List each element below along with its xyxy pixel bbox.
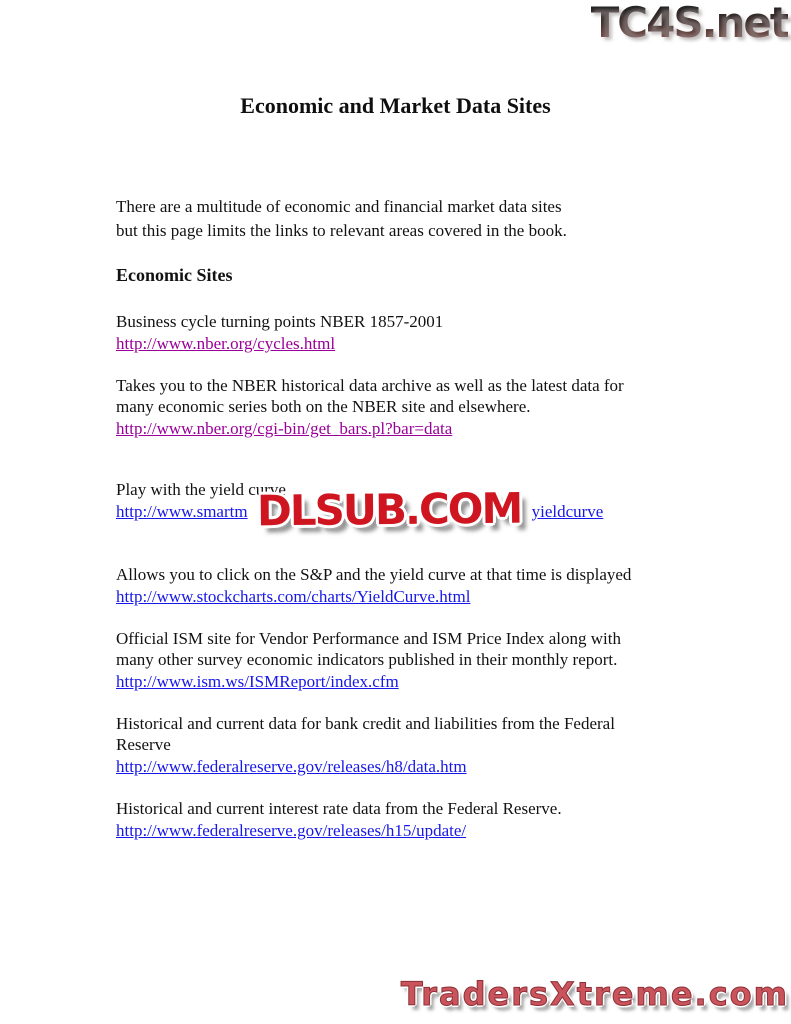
link-description: [116, 375, 696, 417]
description-line: Business cycle turning points NBER 1857-2001: [116, 312, 444, 331]
site-link[interactable]: http://www.stockcharts.com/charts/YieldCurve.html: [116, 587, 471, 606]
description-line: Play with the yield curve: [116, 480, 286, 499]
description-line: Takes you to the NBER historical data archive as well as the latest data for: [116, 376, 624, 395]
link-description: [116, 798, 696, 819]
page-title: Economic and Market Data Sites: [240, 93, 551, 118]
intro-line: but this page limits the links to relevant areas covered in the book.: [116, 221, 567, 240]
url-visible-end: yieldcurve: [531, 502, 604, 521]
description-line: Allows you to click on the S&P and the yield curve at that time is displayed: [116, 565, 632, 584]
site-link[interactable]: http://www.federalreserve.gov/releases/h8/data.htm: [116, 757, 467, 776]
site-link[interactable]: http://www.ism.ws/ISMReport/index.cfm: [116, 672, 399, 691]
description-line: Historical and current interest rate data from the Federal Reserve.: [116, 799, 562, 818]
site-link[interactable]: http://www.federalreserve.gov/releases/h15/update/: [116, 821, 467, 840]
link-item: [116, 311, 696, 354]
link-item: [116, 375, 696, 439]
link-description: [116, 713, 696, 755]
description-line: Reserve: [116, 735, 171, 754]
intro-line: There are a multitude of economic and financial market data sites: [116, 197, 562, 216]
link-item: [116, 564, 696, 607]
dlsub-watermark: DLSUB.COM: [256, 483, 522, 536]
link-description: [116, 564, 696, 585]
link-item: [116, 628, 696, 692]
site-link[interactable]: http://www.nber.org/cycles.html: [116, 334, 336, 353]
section-heading-economic-sites: Economic Sites: [116, 265, 233, 285]
link-item: [116, 798, 696, 841]
link-item: [116, 713, 696, 777]
link-description: [116, 628, 696, 670]
url-visible-start: http://www.smartm: [116, 502, 248, 521]
intro-paragraph: [116, 195, 696, 243]
site-link[interactable]: http://www.nber.org/cgi-bin/get_bars.pl?bar=data: [116, 419, 453, 438]
description-line: many other survey economic indicators published in their monthly report.: [116, 650, 618, 669]
link-description: [116, 311, 696, 332]
description-line: Historical and current data for bank credit and liabilities from the Federal: [116, 714, 615, 733]
link-list: [116, 311, 696, 841]
description-line: many economic series both on the NBER site and elsewhere.: [116, 397, 531, 416]
tc4s-logo: TC4S.net: [590, 0, 788, 47]
tradersxtreme-logo: TradersXtreme.com: [400, 975, 789, 1013]
description-line: Official ISM site for Vendor Performance and ISM Price Index along with: [116, 629, 622, 648]
